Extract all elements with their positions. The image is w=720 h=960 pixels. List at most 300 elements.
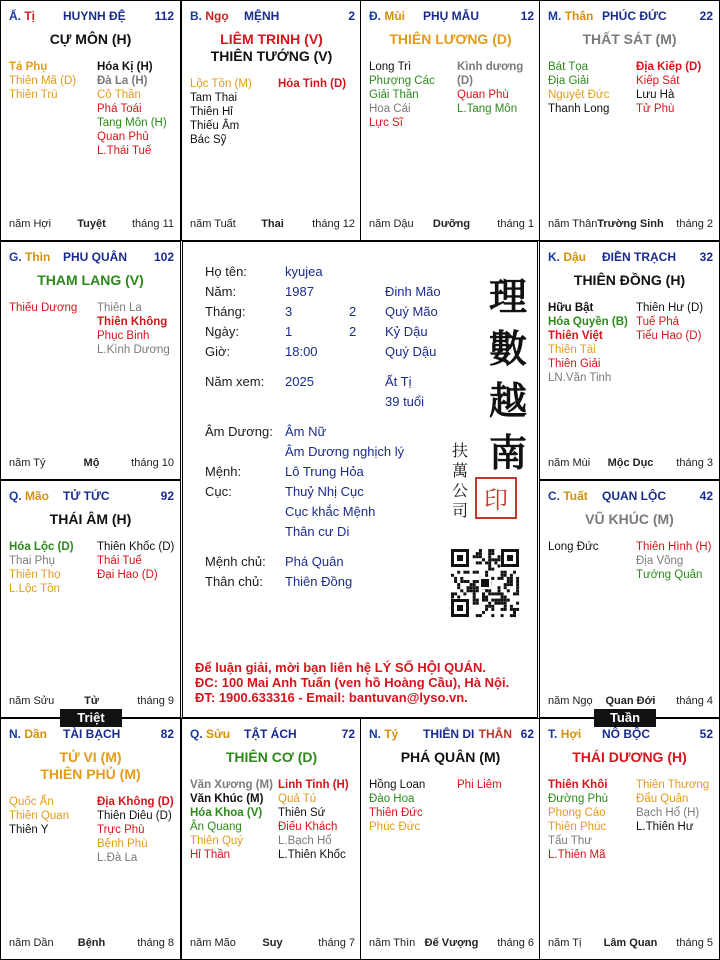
palace-ty[interactable] bbox=[0, 0, 181, 241]
minor-star: Hỏa Tinh (D) bbox=[278, 78, 347, 90]
palace-age: 92 bbox=[160, 489, 174, 503]
minor-star: Tuế Phá bbox=[636, 316, 680, 328]
palace-can-chi bbox=[548, 489, 588, 503]
palace-footer bbox=[369, 218, 534, 232]
minor-star: Quốc Ấn bbox=[9, 796, 54, 808]
palace-than[interactable] bbox=[539, 0, 720, 241]
minor-star: Phi Liêm bbox=[457, 779, 502, 791]
minor-stars-right bbox=[97, 60, 167, 158]
value-ho-ten: kyujea bbox=[285, 264, 323, 279]
palace-stem: B. bbox=[190, 9, 202, 23]
minor-star: Thiên La bbox=[97, 302, 142, 314]
minor-star: Thiên Mã (D) bbox=[9, 75, 77, 87]
palace-stem: M. bbox=[548, 9, 562, 23]
palace-can-chi bbox=[190, 9, 229, 23]
minor-star: Địa Kiếp (D) bbox=[636, 61, 702, 73]
minor-star: L.Thiên Hư bbox=[636, 821, 694, 833]
contact-line-3: ĐT: 1900.633316 - Email: bantuvan@lyso.vn. bbox=[195, 690, 468, 705]
palace-age: 112 bbox=[154, 9, 174, 23]
minor-star: Quan Phù bbox=[457, 89, 509, 101]
minor-star: Phong Cáo bbox=[548, 807, 606, 819]
palace-month: tháng 10 bbox=[131, 457, 174, 469]
palace-age: 72 bbox=[341, 727, 355, 741]
palace-can-chi bbox=[369, 727, 398, 741]
minor-star: Bạch Hổ (H) bbox=[636, 807, 700, 819]
minor-star: L.Thái Tuế bbox=[97, 145, 152, 157]
value-nam-can: Đinh Mão bbox=[385, 284, 441, 299]
minor-stars-right bbox=[636, 540, 711, 582]
palace-year: năm Dần bbox=[9, 937, 54, 949]
minor-stars-left bbox=[190, 778, 273, 862]
palace-branch: Sửu bbox=[206, 727, 231, 741]
value-thang-duong: 2 bbox=[349, 304, 357, 319]
palace-mui[interactable] bbox=[360, 0, 541, 241]
palace-age: 12 bbox=[520, 9, 534, 23]
minor-star: Quả Tú bbox=[278, 793, 317, 805]
value-am-duong-2: Âm Dương nghịch lý bbox=[285, 444, 405, 459]
palace-ngo[interactable] bbox=[181, 0, 362, 241]
badge-triet: Triệt bbox=[60, 709, 122, 727]
minor-star: L.Đà La bbox=[97, 852, 138, 864]
main-star: THIÊN TƯỚNG (V) bbox=[210, 48, 333, 64]
palace-ty2[interactable] bbox=[360, 718, 541, 960]
palace-age: 52 bbox=[699, 727, 713, 741]
palace-truong-sinh: Dưỡng bbox=[432, 218, 471, 230]
minor-star: Thiên Tài bbox=[548, 344, 596, 356]
label-thang: Tháng: bbox=[205, 304, 246, 319]
palace-month: tháng 1 bbox=[497, 218, 534, 230]
palace-year: năm Thân bbox=[548, 218, 598, 230]
label-menh-chu: Mệnh chủ: bbox=[205, 554, 266, 569]
minor-star: Lộc Tồn (M) bbox=[190, 78, 252, 90]
minor-star: Hữu Bật bbox=[548, 302, 594, 314]
main-star: THIÊN PHỦ (M) bbox=[40, 766, 141, 782]
minor-star: Thiên Diêu (D) bbox=[97, 810, 172, 822]
minor-star: Đà La (H) bbox=[97, 75, 148, 87]
palace-truong-sinh: Mộ bbox=[83, 457, 100, 469]
minor-star: Giải Thần bbox=[369, 89, 419, 101]
minor-star: Thiên Hỉ bbox=[190, 106, 233, 118]
palace-footer bbox=[9, 695, 174, 709]
main-stars bbox=[361, 31, 540, 48]
palace-month: tháng 4 bbox=[676, 695, 713, 707]
label-than-chu: Thân chủ: bbox=[205, 574, 263, 589]
palace-dau[interactable] bbox=[539, 241, 720, 480]
palace-can-chi bbox=[369, 9, 405, 23]
palace-header bbox=[548, 9, 713, 25]
value-thang-can: Quý Mão bbox=[385, 304, 438, 319]
palace-can-chi bbox=[190, 727, 230, 741]
minor-star: Kình dương (D) bbox=[457, 61, 524, 87]
minor-star: Lực Sĩ bbox=[369, 117, 403, 129]
palace-year: năm Hợi bbox=[9, 218, 52, 230]
palace-year: năm Sửu bbox=[9, 695, 55, 707]
palace-footer bbox=[190, 218, 355, 232]
minor-star: Tướng Quân bbox=[636, 569, 703, 581]
main-stars bbox=[1, 31, 180, 48]
minor-star: Thiên Quý bbox=[190, 835, 244, 847]
minor-star: Thiên Sứ bbox=[278, 807, 326, 819]
minor-stars-left bbox=[369, 778, 425, 834]
value-than-chu: Thiên Đồng bbox=[285, 574, 353, 589]
palace-suu[interactable] bbox=[181, 718, 362, 960]
value-gio: 18:00 bbox=[285, 344, 318, 359]
palace-truong-sinh: Tuyệt bbox=[77, 218, 106, 230]
minor-star: Cô Thần bbox=[97, 89, 141, 101]
palace-branch: Tuất bbox=[563, 489, 588, 503]
palace-hoi[interactable] bbox=[539, 718, 720, 960]
palace-age: 32 bbox=[699, 250, 713, 264]
palace-name: NÔ BỘC bbox=[602, 727, 650, 741]
minor-stars-right bbox=[97, 540, 174, 582]
minor-stars-right bbox=[278, 778, 349, 862]
minor-star: Đào Hoa bbox=[369, 793, 415, 805]
value-nam: 1987 bbox=[285, 284, 314, 299]
minor-star: Bệnh Phù bbox=[97, 838, 148, 850]
palace-can-chi bbox=[548, 727, 581, 741]
minor-star: Phúc Đức bbox=[369, 821, 421, 833]
minor-stars-left bbox=[548, 60, 609, 116]
minor-star: Thiên Thương bbox=[636, 779, 710, 791]
main-star: TỬ VI (M) bbox=[59, 749, 122, 765]
minor-star: Hóa Khoa (V) bbox=[190, 807, 263, 819]
palace-name: TẬT ÁCH bbox=[244, 727, 297, 741]
palace-name: TỬ TỨC bbox=[63, 489, 110, 503]
minor-stars-left bbox=[369, 60, 435, 130]
palace-can-chi bbox=[548, 9, 593, 23]
palace-age: 42 bbox=[699, 489, 713, 503]
value-cuc: Thuỷ Nhị Cục bbox=[285, 484, 364, 499]
minor-star: Long Trì bbox=[369, 61, 412, 73]
minor-star: Địa Không (D) bbox=[97, 796, 174, 808]
minor-star: Bác Sỹ bbox=[190, 134, 227, 146]
minor-star: Nguyệt Đức bbox=[548, 89, 610, 101]
palace-month: tháng 9 bbox=[137, 695, 174, 707]
value-menh-chu: Phá Quân bbox=[285, 554, 344, 569]
minor-star: Tang Môn (H) bbox=[97, 117, 167, 129]
minor-stars-right bbox=[636, 60, 701, 116]
value-thang-am: 3 bbox=[285, 304, 293, 319]
palace-stem: Q. bbox=[190, 727, 203, 741]
palace-branch: Mão bbox=[25, 489, 50, 503]
palace-header bbox=[548, 489, 713, 505]
value-nam-xem: 2025 bbox=[285, 374, 314, 389]
palace-month: tháng 3 bbox=[676, 457, 713, 469]
minor-star: Hóa Quyền (B) bbox=[548, 316, 628, 328]
label-nam: Năm: bbox=[205, 284, 237, 299]
minor-stars-left bbox=[9, 301, 77, 315]
minor-stars-left bbox=[548, 540, 599, 554]
palace-branch: Dậu bbox=[563, 250, 587, 264]
minor-stars-left bbox=[190, 77, 252, 147]
palace-stem: Q. bbox=[9, 489, 22, 503]
minor-star: Tam Thai bbox=[190, 92, 238, 104]
main-star: THẤT SÁT (M) bbox=[582, 31, 677, 47]
palace-header bbox=[9, 250, 174, 266]
minor-star: L.Kình Dương bbox=[97, 344, 170, 356]
minor-star: Phá Toái bbox=[97, 103, 142, 115]
main-star: THÁI DƯƠNG (H) bbox=[572, 749, 687, 765]
main-star: CỰ MÔN (H) bbox=[49, 31, 132, 47]
minor-star: Thiên Không bbox=[97, 316, 168, 328]
minor-star: Thiên Đức bbox=[369, 807, 423, 819]
palace-month: tháng 11 bbox=[131, 218, 174, 230]
label-ho-ten: Họ tên: bbox=[205, 264, 247, 279]
main-star: THÁI ÂM (H) bbox=[49, 511, 132, 527]
value-ngay-duong: 2 bbox=[349, 324, 357, 339]
contact-info bbox=[195, 660, 509, 705]
palace-mao[interactable] bbox=[0, 480, 181, 718]
palace-month: tháng 7 bbox=[318, 937, 355, 949]
palace-name: PHÚC ĐỨC bbox=[602, 9, 667, 23]
palace-truong-sinh: Mộc Dục bbox=[607, 457, 654, 469]
minor-star: Thái Tuế bbox=[97, 555, 142, 567]
palace-branch: Dần bbox=[24, 727, 48, 741]
palace-age: 62 bbox=[520, 727, 534, 741]
palace-tuat[interactable] bbox=[539, 480, 720, 718]
palace-truong-sinh: Quan Đới bbox=[605, 695, 656, 707]
palace-footer bbox=[548, 218, 713, 232]
palace-footer bbox=[369, 937, 534, 951]
palace-year: năm Dậu bbox=[369, 218, 414, 230]
contact-line-2: ĐC: 100 Mai Anh Tuấn (ven hồ Hoàng Cầu), Hà Nội. bbox=[195, 675, 510, 690]
minor-star: Văn Xương (M) bbox=[190, 779, 273, 791]
palace-header bbox=[9, 9, 174, 25]
minor-stars-right bbox=[97, 795, 174, 865]
palace-stem: K. bbox=[548, 250, 560, 264]
palace-stem: C. bbox=[548, 489, 560, 503]
value-cuc-3: Thân cư Di bbox=[285, 524, 350, 539]
palace-stem: Ấ. bbox=[9, 9, 21, 23]
palace-stem: T. bbox=[548, 727, 558, 741]
palace-header bbox=[548, 250, 713, 266]
palace-stem: Đ. bbox=[369, 9, 381, 23]
palace-year: năm Tị bbox=[548, 937, 582, 949]
value-am-duong: Âm Nữ bbox=[285, 424, 327, 439]
palace-year: năm Mão bbox=[190, 937, 236, 949]
palace-stem: N. bbox=[369, 727, 381, 741]
minor-star: Thiên Việt bbox=[548, 330, 603, 342]
minor-star: Thai Phụ bbox=[9, 555, 56, 567]
contact-line-1: Để luận giải, mời bạn liên hệ LÝ SỐ HỘI QUÁN. bbox=[195, 660, 486, 675]
minor-star: Lưu Hà bbox=[636, 89, 675, 101]
main-stars bbox=[540, 31, 719, 48]
palace-branch: Tý bbox=[384, 727, 399, 741]
palace-footer bbox=[190, 937, 355, 951]
svg-text:印: 印 bbox=[484, 486, 508, 514]
main-stars bbox=[1, 511, 180, 528]
minor-star: Phượng Các bbox=[369, 75, 435, 87]
palace-can-chi bbox=[9, 250, 50, 264]
minor-star: Hồng Loan bbox=[369, 779, 426, 791]
minor-star: Thiên Phúc bbox=[548, 821, 607, 833]
palace-can-chi bbox=[9, 489, 49, 503]
minor-star: L.Bạch Hổ bbox=[278, 835, 332, 847]
minor-stars-right bbox=[636, 301, 703, 343]
minor-star: Hoa Cái bbox=[369, 103, 411, 115]
main-stars bbox=[1, 272, 180, 289]
palace-header bbox=[190, 727, 355, 743]
label-menh: Mệnh: bbox=[205, 464, 242, 479]
palace-can-chi bbox=[9, 727, 47, 741]
palace-name: THIÊN DI bbox=[423, 727, 475, 741]
minor-star: Đại Hao (D) bbox=[97, 569, 158, 581]
palace-month: tháng 5 bbox=[676, 937, 713, 949]
palace-age: 102 bbox=[153, 250, 174, 264]
main-stars bbox=[182, 31, 361, 65]
minor-star: Hóa Kị (H) bbox=[97, 61, 153, 73]
palace-name: TÀI BẠCH bbox=[63, 727, 121, 741]
palace-footer bbox=[548, 937, 713, 951]
minor-star: Tử Phù bbox=[636, 103, 675, 115]
value-cuc-2: Cục khắc Mệnh bbox=[285, 504, 376, 519]
minor-star: Ân Quang bbox=[190, 821, 242, 833]
minor-star: Văn Khúc (M) bbox=[190, 793, 264, 805]
label-nam-xem: Năm xem: bbox=[205, 374, 265, 389]
palace-truong-sinh: Lâm Quan bbox=[603, 937, 658, 949]
minor-stars-left bbox=[9, 60, 76, 102]
palace-month: tháng 2 bbox=[676, 218, 713, 230]
minor-star: Thiếu Dương bbox=[9, 302, 78, 314]
palace-stem: N. bbox=[9, 727, 21, 741]
palace-truong-sinh: Đế Vượng bbox=[424, 937, 479, 949]
label-am-duong: Âm Dương: bbox=[205, 424, 273, 439]
minor-star: Quan Phủ bbox=[97, 131, 149, 143]
palace-truong-sinh: Bệnh bbox=[77, 937, 106, 949]
calligraphy-logo bbox=[448, 270, 538, 530]
minor-star: Thiên Hình (H) bbox=[636, 541, 712, 553]
minor-star: Thiên Khốc (D) bbox=[97, 541, 175, 553]
minor-star: Tiểu Hao (D) bbox=[636, 330, 702, 342]
main-stars bbox=[540, 749, 719, 766]
minor-stars-left bbox=[9, 540, 74, 596]
svg-text:扶萬公司: 扶萬公司 bbox=[451, 441, 469, 520]
main-stars bbox=[361, 749, 540, 766]
value-ngay-can: Kỷ Dậu bbox=[385, 324, 428, 339]
palace-footer bbox=[9, 457, 174, 471]
minor-stars-right bbox=[278, 77, 346, 91]
palace-year: năm Ngọ bbox=[548, 695, 593, 707]
palace-can-chi bbox=[548, 250, 586, 264]
palace-header bbox=[369, 9, 534, 25]
minor-star: L.Lộc Tồn bbox=[9, 583, 60, 595]
minor-star: Thiên Khôi bbox=[548, 779, 608, 791]
palace-branch: Thân bbox=[564, 9, 594, 23]
main-star: THIÊN LƯƠNG (D) bbox=[389, 31, 512, 47]
palace-truong-sinh: Tử bbox=[84, 695, 99, 707]
palace-branch: Ngọ bbox=[205, 9, 229, 23]
label-gio: Giờ: bbox=[205, 344, 231, 359]
label-cuc: Cục: bbox=[205, 484, 232, 499]
palace-month: tháng 8 bbox=[137, 937, 174, 949]
main-stars bbox=[182, 749, 361, 766]
minor-star: Đẩu Quân bbox=[636, 793, 689, 805]
palace-footer bbox=[9, 218, 174, 232]
minor-star: Thiên Y bbox=[9, 824, 49, 836]
palace-branch: Thìn bbox=[25, 250, 51, 264]
minor-stars-right bbox=[457, 778, 502, 792]
palace-name: PHU QUÂN bbox=[63, 250, 128, 264]
value-tuoi: 39 tuổi bbox=[385, 394, 425, 409]
palace-branch: Tị bbox=[24, 9, 36, 23]
minor-star: Tấu Thư bbox=[548, 835, 592, 847]
palace-age: 2 bbox=[348, 9, 355, 23]
palace-footer bbox=[548, 695, 713, 709]
value-nam-xem-can: Ất Tị bbox=[385, 374, 412, 389]
minor-stars-right bbox=[636, 778, 709, 834]
palace-truong-sinh: Suy bbox=[262, 937, 283, 949]
minor-star: Thiên Thọ bbox=[9, 569, 61, 581]
minor-stars-left bbox=[548, 778, 608, 862]
minor-star: L.Thiên Khốc bbox=[278, 849, 346, 861]
badge-tuan: Tuần bbox=[594, 709, 656, 727]
palace-name: ĐIỀN TRẠCH bbox=[602, 250, 676, 264]
palace-name: MỆNH bbox=[244, 9, 280, 23]
palace-header bbox=[9, 727, 174, 743]
minor-star: Điếu Khách bbox=[278, 821, 338, 833]
main-stars bbox=[1, 749, 180, 783]
palace-year: năm Tuất bbox=[190, 218, 236, 230]
minor-star: Thiên Quan bbox=[9, 810, 70, 822]
value-menh: Lô Trung Hỏa bbox=[285, 464, 364, 479]
minor-star: Linh Tinh (H) bbox=[278, 779, 349, 791]
palace-age: 82 bbox=[160, 727, 174, 741]
minor-star: Đường Phù bbox=[548, 793, 608, 805]
main-star: VŨ KHÚC (M) bbox=[585, 511, 674, 527]
svg-text:理數越南: 理數越南 bbox=[488, 274, 528, 475]
main-star: LIÊM TRINH (V) bbox=[220, 31, 323, 47]
main-star: PHÁ QUÂN (M) bbox=[400, 749, 501, 765]
minor-stars-right bbox=[97, 301, 170, 357]
palace-age: 22 bbox=[699, 9, 713, 23]
minor-star: Thiên Giải bbox=[548, 358, 601, 370]
minor-star: Phục Binh bbox=[97, 330, 150, 342]
minor-star: Bát Tọa bbox=[548, 61, 589, 73]
main-star: THAM LANG (V) bbox=[37, 272, 144, 288]
main-stars bbox=[540, 511, 719, 528]
main-star: THIÊN ĐỒNG (H) bbox=[573, 272, 686, 288]
qr-code[interactable] bbox=[450, 548, 520, 618]
minor-star: Địa Võng bbox=[636, 555, 684, 567]
palace-name: PHỤ MẪU bbox=[423, 9, 479, 23]
label-ngay: Ngày: bbox=[205, 324, 239, 339]
palace-dan[interactable] bbox=[0, 718, 181, 960]
palace-stem: G. bbox=[9, 250, 22, 264]
minor-star: L.Tang Môn bbox=[457, 103, 518, 115]
palace-truong-sinh: Thai bbox=[261, 218, 284, 230]
palace-year: năm Mùi bbox=[548, 457, 591, 469]
palace-month: tháng 12 bbox=[312, 218, 355, 230]
palace-truong-sinh: Trường Sinh bbox=[597, 218, 664, 230]
palace-name: QUAN LỘC bbox=[602, 489, 666, 503]
palace-header bbox=[369, 727, 534, 743]
palace-year: năm Thìn bbox=[369, 937, 416, 949]
minor-star: Địa Giải bbox=[548, 75, 589, 87]
than-marker: THÂN bbox=[478, 727, 512, 741]
palace-branch: Hợi bbox=[560, 727, 582, 741]
minor-star: Thiên Trù bbox=[9, 89, 58, 101]
main-stars bbox=[540, 272, 719, 289]
value-gio-can: Quý Dậu bbox=[385, 344, 437, 359]
main-star: THIÊN CƠ (D) bbox=[225, 749, 318, 765]
minor-star: L.Thiên Mã bbox=[548, 849, 606, 861]
palace-header bbox=[9, 489, 174, 505]
palace-thin[interactable] bbox=[0, 241, 181, 480]
minor-star: Thiếu Âm bbox=[190, 120, 240, 132]
minor-stars-left bbox=[9, 795, 69, 837]
palace-header bbox=[190, 9, 355, 25]
minor-star: Thanh Long bbox=[548, 103, 610, 115]
